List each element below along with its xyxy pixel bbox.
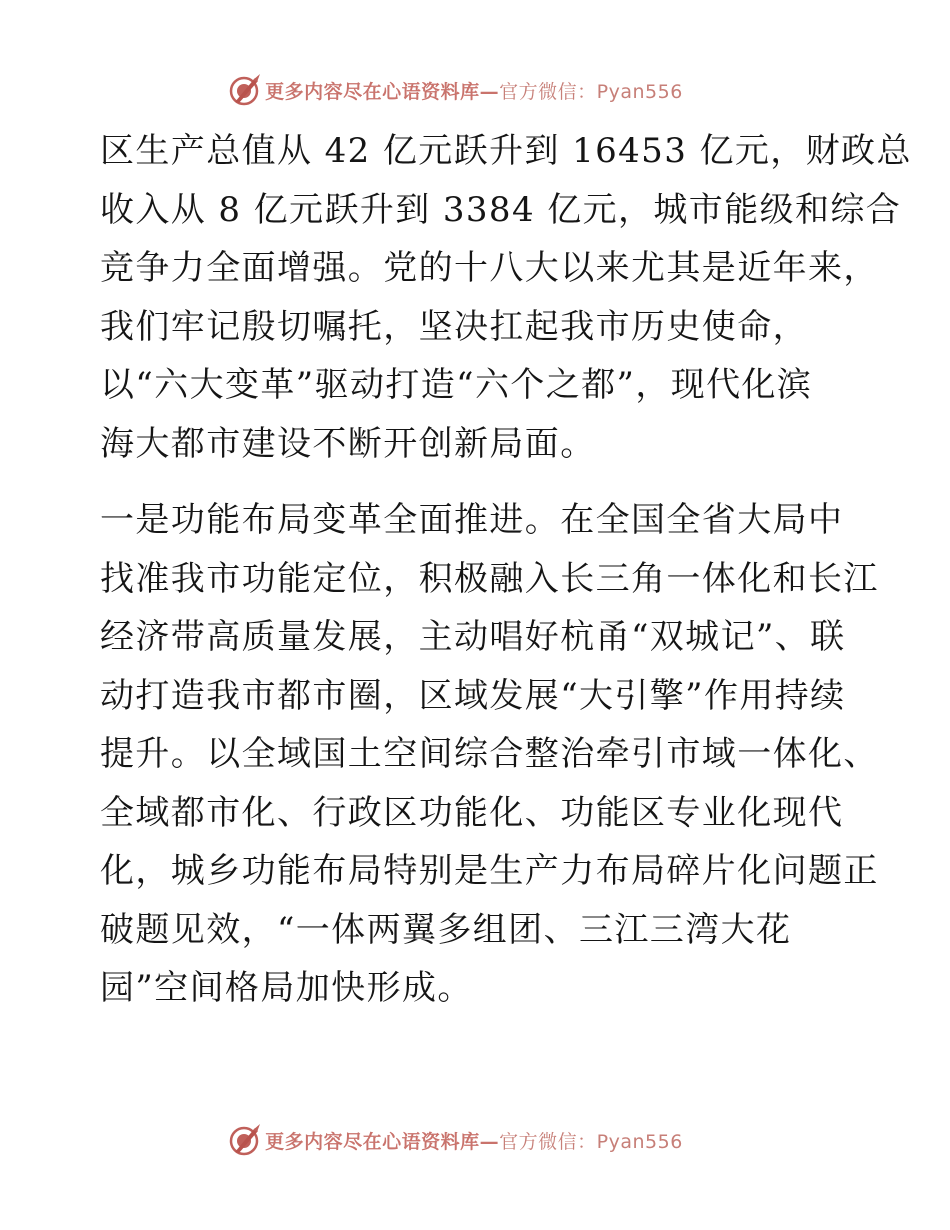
watermark-text: 更多内容尽在心语资料库—官方微信：Pyan556 bbox=[265, 80, 683, 103]
paragraph-1 bbox=[100, 122, 912, 473]
header-watermark bbox=[0, 72, 950, 108]
quill-logo-icon bbox=[227, 72, 263, 108]
watermark-text: 更多内容尽在心语资料库—官方微信：Pyan556 bbox=[265, 1130, 683, 1153]
text-line: 找准我市功能定位，积极融入长三角一体化和长江 bbox=[100, 558, 879, 599]
paragraph-2 bbox=[100, 491, 879, 1018]
text-line: 破题见效，“一体两翼多组团、三江三湾大花 bbox=[100, 909, 792, 950]
footer-watermark bbox=[0, 1122, 950, 1158]
text-line: 竞争力全面增强。党的十八大以来尤其是近年来， bbox=[100, 248, 879, 288]
document-body bbox=[100, 122, 912, 1018]
quill-logo-icon bbox=[227, 1122, 263, 1158]
text-line: 区生产总值从 42 亿元跃升到 16453 亿元，财政总 bbox=[100, 131, 912, 171]
text-line: 经济带高质量发展，主动唱好杭甬“双城记”、联 bbox=[100, 617, 846, 657]
text-line: 动打造我市都市圈，区域发展“大引擎”作用持续 bbox=[100, 675, 846, 716]
text-line: 园”空间格局加快形成。 bbox=[100, 968, 473, 1008]
text-line: 以“六大变革”驱动打造“六个之都”，现代化滨 bbox=[100, 365, 813, 405]
text-line: 海大都市建设不断开创新局面。 bbox=[100, 423, 596, 464]
text-line: 提升。以全域国土空间综合整治牵引市域一体化、 bbox=[100, 734, 879, 774]
text-line: 收入从 8 亿元跃升到 3384 亿元，城市能级和综合 bbox=[100, 189, 902, 230]
text-line: 化，城乡功能布局特别是生产力布局碎片化问题正 bbox=[100, 851, 879, 891]
text-line: 全域都市化、行政区功能化、功能区专业化现代 bbox=[100, 792, 844, 833]
text-line: 我们牢记殷切嘱托，坚决扛起我市历史使命， bbox=[100, 306, 808, 347]
text-line: 一是功能布局变革全面推进。在全国全省大局中 bbox=[100, 500, 844, 540]
